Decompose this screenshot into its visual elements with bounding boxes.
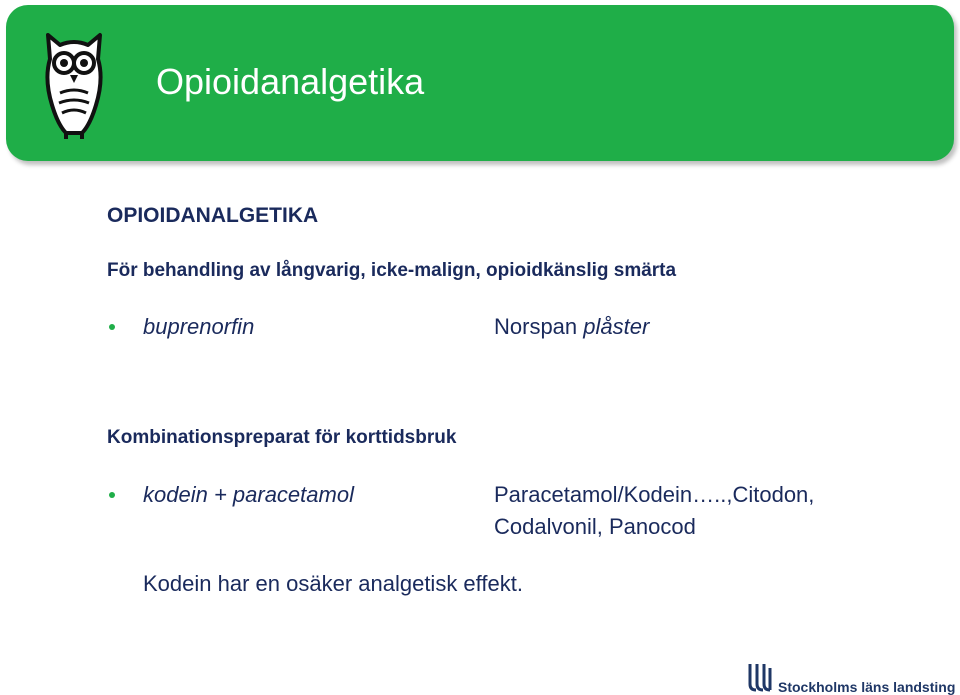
dosage-form: plåster xyxy=(583,314,650,339)
brand-name: Norspan xyxy=(494,314,578,339)
stockholms-lans-landsting-logo-icon xyxy=(746,662,776,692)
substance-buprenorfin: buprenorfin xyxy=(143,314,255,339)
owl-icon xyxy=(42,29,106,141)
brand-norspan xyxy=(494,314,649,340)
bullet-icon xyxy=(109,492,115,498)
organization-name: Stockholms läns landsting xyxy=(778,679,956,695)
bullet-icon xyxy=(109,324,115,330)
brands-line-2: Codalvonil, Panocod xyxy=(494,514,696,539)
page-title: Opioidanalgetika xyxy=(156,61,425,102)
brands-line-1: Paracetamol/Kodein…..,Citodon, xyxy=(494,482,815,507)
section1-heading: För behandling av långvarig, icke-malign, opioidkänslig smärta xyxy=(107,260,677,281)
substance-kodein-paracetamol: kodein + paracetamol xyxy=(143,482,354,507)
section2-heading: Kombinationspreparat för korttidsbruk xyxy=(107,427,457,448)
content-heading: OPIOIDANALGETIKA xyxy=(107,204,319,227)
kodein-note: Kodein har en osäker analgetisk effekt. xyxy=(143,571,523,596)
header-banner xyxy=(6,5,954,161)
